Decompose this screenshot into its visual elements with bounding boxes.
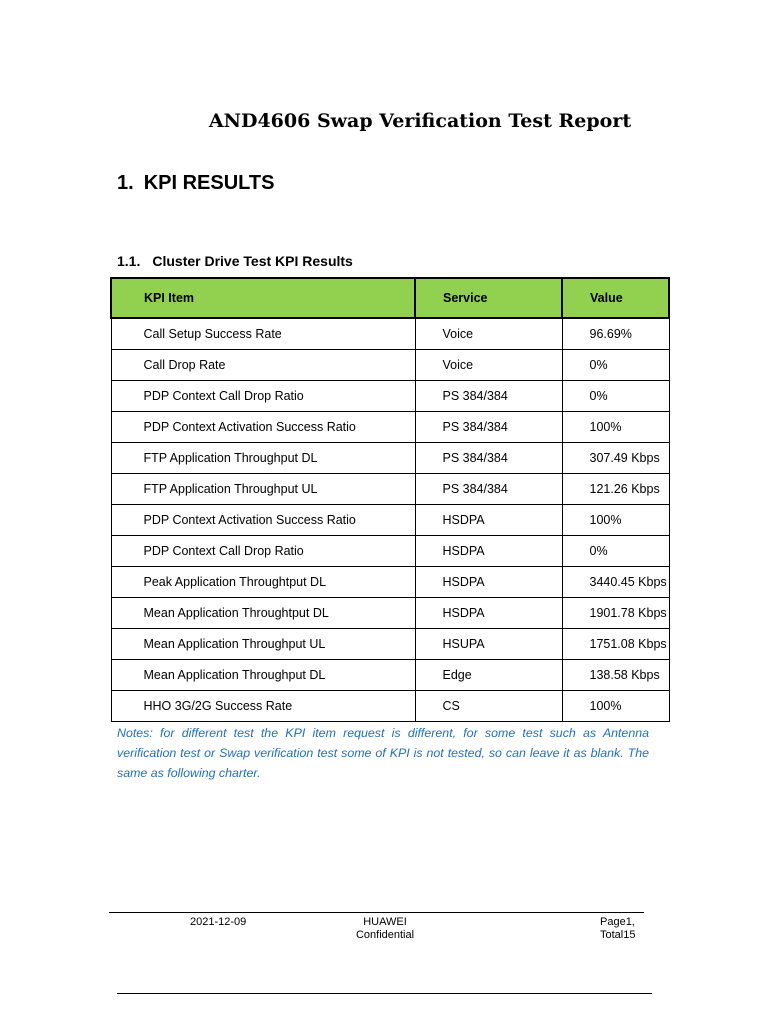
- footer-page-info: [600, 916, 635, 942]
- header-kpi-item: KPI Item: [111, 278, 415, 318]
- document-title: AND4606 Swap Verification Test Report: [208, 110, 632, 132]
- kpi-item-cell: HHO 3G/2G Success Rate: [111, 691, 415, 722]
- table-header-row: [111, 278, 669, 318]
- table-row: [111, 381, 669, 412]
- table-row: [111, 567, 669, 598]
- table-row: [111, 505, 669, 536]
- service-cell: Voice: [415, 350, 562, 381]
- table-notes: Notes: for different test the KPI item request is different, for some test such as Antenna verification test or Swap verification test some of KPI is not tested, so can leave it as blank. The same as following charter.: [117, 726, 649, 780]
- kpi-item-cell: PDP Context Activation Success Ratio: [111, 505, 415, 536]
- footer-divider: [109, 912, 644, 913]
- table-row: [111, 536, 669, 567]
- kpi-item-cell: Mean Application Throughtput DL: [111, 598, 415, 629]
- service-cell: Edge: [415, 660, 562, 691]
- header-value: Value: [562, 278, 669, 318]
- table-row: [111, 474, 669, 505]
- section-number: 1.: [117, 172, 134, 194]
- kpi-item-cell: Call Setup Success Rate: [111, 318, 415, 350]
- table-row: [111, 412, 669, 443]
- footer-date: 2021-12-09: [190, 916, 247, 928]
- kpi-item-cell: Peak Application Throughtput DL: [111, 567, 415, 598]
- section-title: KPI RESULTS: [143, 172, 275, 194]
- kpi-item-cell: PDP Context Call Drop Ratio: [111, 536, 415, 567]
- table-row: [111, 660, 669, 691]
- kpi-results-table: [110, 277, 670, 722]
- value-cell: 100%: [562, 691, 669, 722]
- value-cell: 100%: [562, 412, 669, 443]
- value-cell: 1901.78 Kbps: [562, 598, 669, 629]
- value-cell: 96.69%: [562, 318, 669, 350]
- value-cell: 3440.45 Kbps: [562, 567, 669, 598]
- header-service: Service: [415, 278, 562, 318]
- service-cell: HSDPA: [415, 567, 562, 598]
- table-row: [111, 598, 669, 629]
- bottom-divider: [117, 993, 652, 994]
- kpi-item-cell: Call Drop Rate: [111, 350, 415, 381]
- value-cell: 100%: [562, 505, 669, 536]
- service-cell: HSUPA: [415, 629, 562, 660]
- value-cell: 0%: [562, 350, 669, 381]
- value-cell: 307.49 Kbps: [562, 443, 669, 474]
- kpi-item-cell: Mean Application Throughput DL: [111, 660, 415, 691]
- service-cell: PS 384/384: [415, 474, 562, 505]
- subsection-number: 1.1.: [117, 253, 141, 269]
- table-row: [111, 691, 669, 722]
- table-row: [111, 318, 669, 350]
- footer-confidential: Confidential: [355, 929, 415, 941]
- value-cell: 0%: [562, 381, 669, 412]
- footer-page-number: Page1,: [600, 916, 635, 928]
- service-cell: PS 384/384: [415, 443, 562, 474]
- service-cell: HSDPA: [415, 536, 562, 567]
- table-row: [111, 350, 669, 381]
- footer-page-total: Total15: [600, 929, 636, 941]
- service-cell: PS 384/384: [415, 381, 562, 412]
- subsection-title: Cluster Drive Test KPI Results: [152, 253, 353, 269]
- kpi-item-cell: Mean Application Throughput UL: [111, 629, 415, 660]
- value-cell: 121.26 Kbps: [562, 474, 669, 505]
- kpi-item-cell: PDP Context Activation Success Ratio: [111, 412, 415, 443]
- service-cell: Voice: [415, 318, 562, 350]
- table-row: [111, 443, 669, 474]
- service-cell: CS: [415, 691, 562, 722]
- value-cell: 0%: [562, 536, 669, 567]
- section-heading-kpi-results: [117, 172, 274, 195]
- kpi-item-cell: FTP Application Throughput UL: [111, 474, 415, 505]
- value-cell: 138.58 Kbps: [562, 660, 669, 691]
- footer-company-name: HUAWEI: [363, 916, 407, 928]
- service-cell: HSDPA: [415, 598, 562, 629]
- kpi-item-cell: PDP Context Call Drop Ratio: [111, 381, 415, 412]
- kpi-item-cell: FTP Application Throughput DL: [111, 443, 415, 474]
- subsection-heading-cluster-drive-test: [117, 253, 353, 269]
- service-cell: PS 384/384: [415, 412, 562, 443]
- table-row: [111, 629, 669, 660]
- value-cell: 1751.08 Kbps: [562, 629, 669, 660]
- footer-company: [355, 916, 415, 942]
- service-cell: HSDPA: [415, 505, 562, 536]
